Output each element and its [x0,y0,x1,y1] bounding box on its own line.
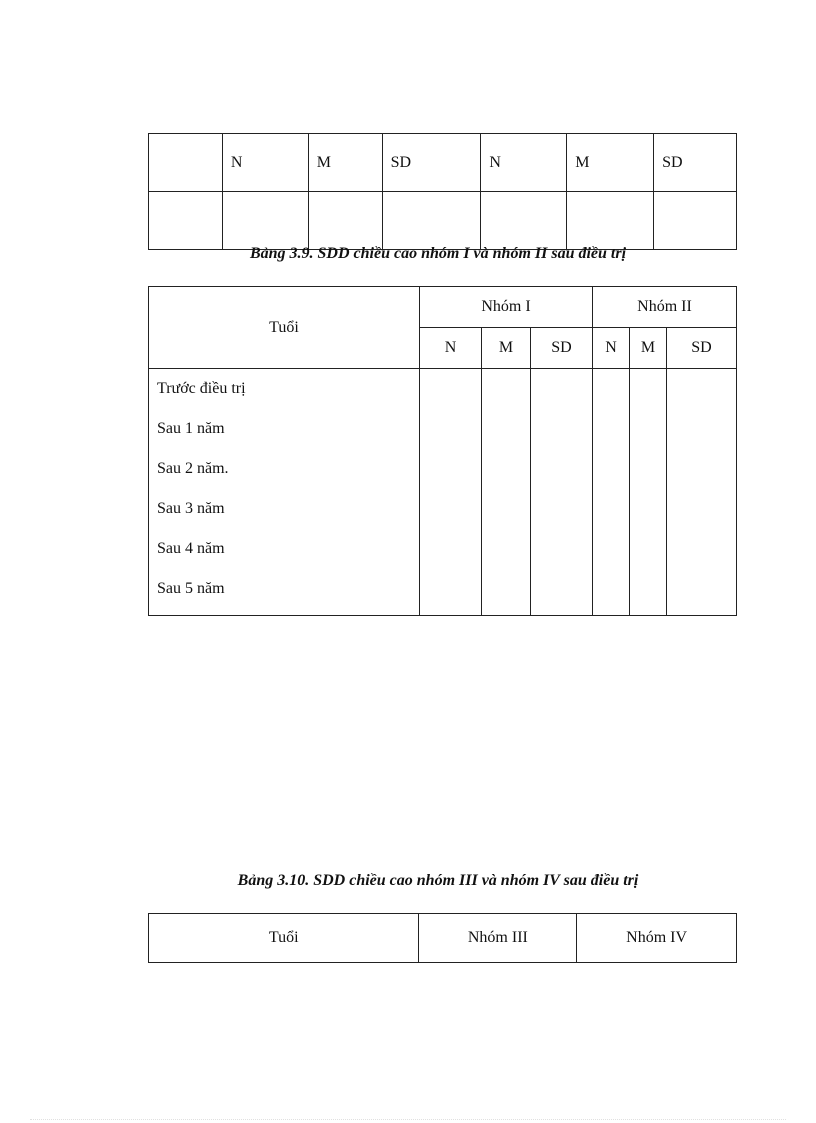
table-cell [593,369,630,616]
table-header-row [149,914,737,963]
table-header-row [149,287,737,328]
list-item: Trước điều trị [157,380,246,397]
subheader-cell: N [593,328,630,369]
col-age-header: Tuổi [149,914,419,963]
table-3-9 [148,286,737,616]
table-cell [382,192,481,250]
subheader-cell: SD [667,328,737,369]
table-cell [654,192,737,250]
header-cell [149,134,223,192]
page-bottom-divider [30,1119,786,1120]
table-cell [420,369,482,616]
continuation-table [148,133,737,250]
table-row [149,134,737,192]
header-cell: N [481,134,567,192]
table-body-row [149,369,737,616]
table-cell [531,369,593,616]
age-list [149,369,420,616]
group-header: Nhóm IV [577,914,737,963]
table-cell [481,192,567,250]
group-header: Nhóm I [420,287,593,328]
group-header: Nhóm III [419,914,577,963]
table-caption: Bảng 3.9. SDD chiều cao nhóm I và nhóm II sau điều trị [249,245,627,262]
list-item: Sau 1 năm [157,420,225,437]
table-3-10 [148,913,737,963]
header-cell: M [567,134,654,192]
table-cell [567,192,654,250]
header-cell: M [308,134,382,192]
table-row [149,192,737,250]
table-cell [149,192,223,250]
header-cell: SD [654,134,737,192]
col-age-header: Tuổi [149,287,420,369]
subheader-cell: M [482,328,531,369]
header-cell: SD [382,134,481,192]
list-item: Sau 3 năm [157,500,225,517]
group-header: Nhóm II [593,287,737,328]
table-cell [222,192,308,250]
list-item: Sau 2 năm. [157,460,229,477]
header-cell: N [222,134,308,192]
subheader-cell: M [630,328,667,369]
table-caption: Bảng 3.10. SDD chiều cao nhóm III và nhóm IV sau điều trị [237,872,639,889]
list-item: Sau 4 năm [157,540,225,557]
list-item: Sau 5 năm [157,580,225,597]
table-cell [482,369,531,616]
table-cell [667,369,737,616]
subheader-cell: SD [531,328,593,369]
table-cell [630,369,667,616]
table-cell [308,192,382,250]
subheader-cell: N [420,328,482,369]
